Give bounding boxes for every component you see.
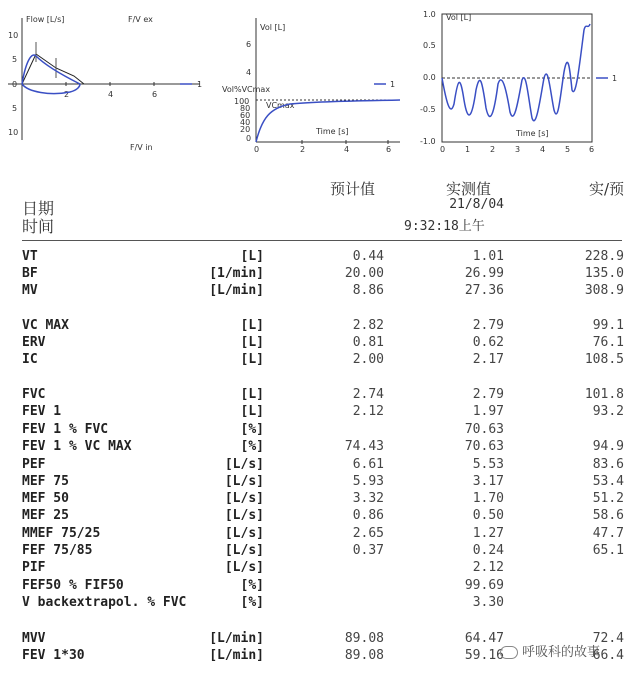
row-predicted: 0.81 bbox=[352, 335, 384, 350]
fv-xtick: 2 bbox=[64, 90, 70, 99]
row-label: FEF 75/85 bbox=[22, 543, 93, 558]
date-value: 21/8/04 bbox=[449, 197, 504, 212]
row-measured: 0.62 bbox=[472, 335, 504, 350]
row-unit: [%] bbox=[240, 595, 264, 610]
tidal-ytick: -0.5 bbox=[420, 105, 436, 114]
row-measured: 2.79 bbox=[472, 387, 504, 402]
row-unit: [L] bbox=[240, 352, 264, 367]
tidal-legend: 1 bbox=[612, 74, 618, 83]
wechat-icon bbox=[500, 646, 518, 659]
row-predicted: 89.08 bbox=[344, 631, 384, 646]
row-unit: [%] bbox=[240, 578, 264, 593]
row-predicted: 74.43 bbox=[344, 439, 384, 454]
row-predicted: 0.37 bbox=[352, 543, 384, 558]
table-row bbox=[0, 438, 640, 455]
row-label: FEV 1 % FVC bbox=[22, 422, 109, 437]
row-label: MVV bbox=[22, 631, 46, 646]
tidal-ytick: 1.0 bbox=[423, 10, 436, 19]
row-ratio: 83.6 bbox=[592, 457, 624, 472]
row-measured: 2.17 bbox=[472, 352, 504, 367]
row-unit: [L/s] bbox=[224, 526, 264, 541]
row-label: MMEF 75/25 bbox=[22, 526, 101, 541]
row-ratio: 53.4 bbox=[592, 474, 624, 489]
table-row bbox=[0, 559, 640, 576]
vt-xtick: 0 bbox=[254, 145, 260, 154]
table-row bbox=[0, 525, 640, 542]
row-label: V backextrapol. % FVC bbox=[22, 595, 187, 610]
row-unit: [L/min] bbox=[209, 283, 264, 298]
table-row bbox=[0, 248, 640, 265]
row-unit: [1/min] bbox=[209, 266, 264, 281]
fv-title-ex: F/V ex bbox=[128, 15, 153, 24]
tidal-xtick: 3 bbox=[515, 145, 521, 154]
row-ratio: 108.5 bbox=[584, 352, 624, 367]
fv-title-in: F/V in bbox=[130, 143, 153, 152]
tidal-volume-chart bbox=[420, 0, 635, 160]
table-row bbox=[0, 351, 640, 368]
row-unit: [L] bbox=[240, 249, 264, 264]
tidal-xtick: 5 bbox=[565, 145, 571, 154]
watermark bbox=[500, 641, 600, 660]
row-label: FEF50 % FIF50 bbox=[22, 578, 124, 593]
vt-ytick: 40 bbox=[240, 118, 251, 127]
row-unit: [L/min] bbox=[209, 648, 264, 663]
row-measured: 1.97 bbox=[472, 404, 504, 419]
row-unit: [%] bbox=[240, 439, 264, 454]
header-divider bbox=[22, 240, 622, 241]
vt-xtick: 6 bbox=[386, 145, 392, 154]
row-label: FEV 1*30 bbox=[22, 648, 85, 663]
fv-ylabel: Flow [L/s] bbox=[26, 15, 65, 24]
row-measured: 0.24 bbox=[472, 543, 504, 558]
fv-inspiration-curve bbox=[22, 84, 80, 94]
fv-ytick: 0 bbox=[12, 80, 18, 89]
row-measured: 27.36 bbox=[464, 283, 504, 298]
row-measured: 70.63 bbox=[464, 422, 504, 437]
table-row bbox=[0, 507, 640, 524]
vt-ytick: 20 bbox=[240, 125, 251, 134]
table-row bbox=[0, 421, 640, 438]
row-ratio: 47.7 bbox=[592, 526, 624, 541]
fv-legend: 1 bbox=[197, 80, 203, 89]
row-measured: 2.79 bbox=[472, 318, 504, 333]
row-predicted: 0.86 bbox=[352, 508, 384, 523]
time-label: 时间 bbox=[22, 217, 55, 236]
row-label: ERV bbox=[22, 335, 46, 350]
row-predicted: 3.32 bbox=[352, 491, 384, 506]
vt-ytick: 100 bbox=[234, 97, 250, 106]
row-predicted: 8.86 bbox=[352, 283, 384, 298]
vt-legend: 1 bbox=[390, 80, 396, 89]
table-row bbox=[0, 403, 640, 420]
row-measured: 0.50 bbox=[472, 508, 504, 523]
row-unit: [L/s] bbox=[224, 508, 264, 523]
table-row bbox=[0, 542, 640, 559]
row-ratio: 58.6 bbox=[592, 508, 624, 523]
row-label: VC MAX bbox=[22, 318, 69, 333]
row-measured: 59.16 bbox=[464, 648, 504, 663]
table-row bbox=[0, 456, 640, 473]
row-predicted: 2.65 bbox=[352, 526, 384, 541]
row-predicted: 2.12 bbox=[352, 404, 384, 419]
date-label: 日期 bbox=[22, 199, 55, 218]
row-unit: [L/s] bbox=[224, 491, 264, 506]
row-ratio: 72.4 bbox=[592, 631, 624, 646]
row-label: FEV 1 bbox=[22, 404, 62, 419]
row-ratio: 135.0 bbox=[584, 266, 624, 281]
row-label: MEF 50 bbox=[22, 491, 69, 506]
vt-ytick: 6 bbox=[246, 40, 252, 49]
row-predicted: 20.00 bbox=[344, 266, 384, 281]
row-predicted: 2.82 bbox=[352, 318, 384, 333]
row-unit: [L/min] bbox=[209, 631, 264, 646]
table-row bbox=[0, 265, 640, 282]
row-ratio: 66.4 bbox=[592, 648, 624, 663]
row-ratio: 51.2 bbox=[592, 491, 624, 506]
row-unit: [%] bbox=[240, 422, 264, 437]
row-label: MV bbox=[22, 283, 38, 298]
vt-ylabel2: Vol%VCmax bbox=[222, 85, 271, 94]
row-measured: 1.27 bbox=[472, 526, 504, 541]
row-unit: [L/s] bbox=[224, 457, 264, 472]
tidal-ytick: -1.0 bbox=[420, 137, 436, 146]
table-row bbox=[0, 282, 640, 299]
table-row bbox=[0, 473, 640, 490]
row-label: PIF bbox=[22, 560, 46, 575]
row-ratio: 76.1 bbox=[592, 335, 624, 350]
tidal-xlabel: Time [s] bbox=[516, 129, 549, 138]
row-measured: 70.63 bbox=[464, 439, 504, 454]
row-label: FVC bbox=[22, 387, 46, 402]
row-unit: [L] bbox=[240, 335, 264, 350]
tidal-xtick: 4 bbox=[540, 145, 546, 154]
table-row bbox=[0, 594, 640, 611]
watermark-text: 呼吸科的故事 bbox=[522, 645, 601, 660]
row-measured: 3.30 bbox=[472, 595, 504, 610]
row-measured: 3.17 bbox=[472, 474, 504, 489]
row-label: FEV 1 % VC MAX bbox=[22, 439, 132, 454]
row-ratio: 101.8 bbox=[584, 387, 624, 402]
row-measured: 2.12 bbox=[472, 560, 504, 575]
fv-ytick: 10 bbox=[8, 128, 19, 137]
row-predicted: 6.61 bbox=[352, 457, 384, 472]
charts-area bbox=[0, 0, 640, 165]
table-row bbox=[0, 334, 640, 351]
row-ratio: 93.2 bbox=[592, 404, 624, 419]
table-row bbox=[0, 490, 640, 507]
row-label: IC bbox=[22, 352, 38, 367]
row-predicted: 89.08 bbox=[344, 648, 384, 663]
row-predicted: 2.00 bbox=[352, 352, 384, 367]
tidal-measured-curve bbox=[442, 24, 590, 121]
fv-ytick: 5 bbox=[12, 104, 18, 113]
row-ratio: 228.9 bbox=[584, 249, 624, 264]
row-measured: 99.69 bbox=[464, 578, 504, 593]
row-ratio: 94.9 bbox=[592, 439, 624, 454]
fv-ytick: 5 bbox=[12, 55, 18, 64]
column-header-measured: 实测值 bbox=[446, 180, 492, 198]
row-ratio: 99.1 bbox=[592, 318, 624, 333]
row-unit: [L] bbox=[240, 387, 264, 402]
tidal-ylabel: Vol [L] bbox=[446, 13, 472, 22]
row-ratio: 308.9 bbox=[584, 283, 624, 298]
row-label: VT bbox=[22, 249, 38, 264]
vt-ytick: 60 bbox=[240, 111, 251, 120]
vt-ytick: 0 bbox=[246, 134, 252, 143]
row-label: MEF 75 bbox=[22, 474, 69, 489]
row-measured: 64.47 bbox=[464, 631, 504, 646]
table-row bbox=[0, 317, 640, 334]
table-row bbox=[0, 577, 640, 594]
row-unit: [L/s] bbox=[224, 560, 264, 575]
row-predicted: 5.93 bbox=[352, 474, 384, 489]
vt-ytick: 4 bbox=[246, 68, 252, 77]
row-predicted: 0.44 bbox=[352, 249, 384, 264]
row-predicted: 2.74 bbox=[352, 387, 384, 402]
column-header-predicted: 预计值 bbox=[330, 180, 376, 198]
row-measured: 1.70 bbox=[472, 491, 504, 506]
tidal-ytick: 0.0 bbox=[423, 73, 436, 82]
vt-xlabel: Time [s] bbox=[316, 127, 349, 136]
column-header-ratio: 实/预 bbox=[588, 180, 624, 198]
row-label: BF bbox=[22, 266, 38, 281]
tidal-xtick: 1 bbox=[465, 145, 471, 154]
fv-xtick: 4 bbox=[108, 90, 114, 99]
table-row bbox=[0, 386, 640, 403]
tidal-xtick: 2 bbox=[490, 145, 496, 154]
row-unit: [L] bbox=[240, 404, 264, 419]
row-unit: [L/s] bbox=[224, 543, 264, 558]
vt-annotation: VCmax bbox=[266, 101, 295, 110]
tidal-xtick: 6 bbox=[589, 145, 595, 154]
flow-volume-chart bbox=[0, 0, 215, 160]
row-label: MEF 25 bbox=[22, 508, 69, 523]
row-label: PEF bbox=[22, 457, 46, 472]
tidal-ytick: 0.5 bbox=[423, 41, 436, 50]
vt-xtick: 4 bbox=[344, 145, 350, 154]
vt-ylabel: Vol [L] bbox=[260, 23, 286, 32]
row-measured: 1.01 bbox=[472, 249, 504, 264]
row-unit: [L/s] bbox=[224, 474, 264, 489]
row-measured: 26.99 bbox=[464, 266, 504, 281]
row-measured: 5.53 bbox=[472, 457, 504, 472]
vt-ytick: 80 bbox=[240, 104, 251, 113]
row-unit: [L] bbox=[240, 318, 264, 333]
vt-xtick: 2 bbox=[300, 145, 306, 154]
fv-ytick: 10 bbox=[8, 31, 19, 40]
volume-time-chart bbox=[220, 0, 420, 160]
row-ratio: 65.1 bbox=[592, 543, 624, 558]
fv-xtick: 6 bbox=[152, 90, 158, 99]
fv-measured-curve bbox=[22, 55, 80, 84]
time-value: 9:32:18上午 bbox=[404, 219, 485, 234]
tidal-xtick: 0 bbox=[440, 145, 446, 154]
